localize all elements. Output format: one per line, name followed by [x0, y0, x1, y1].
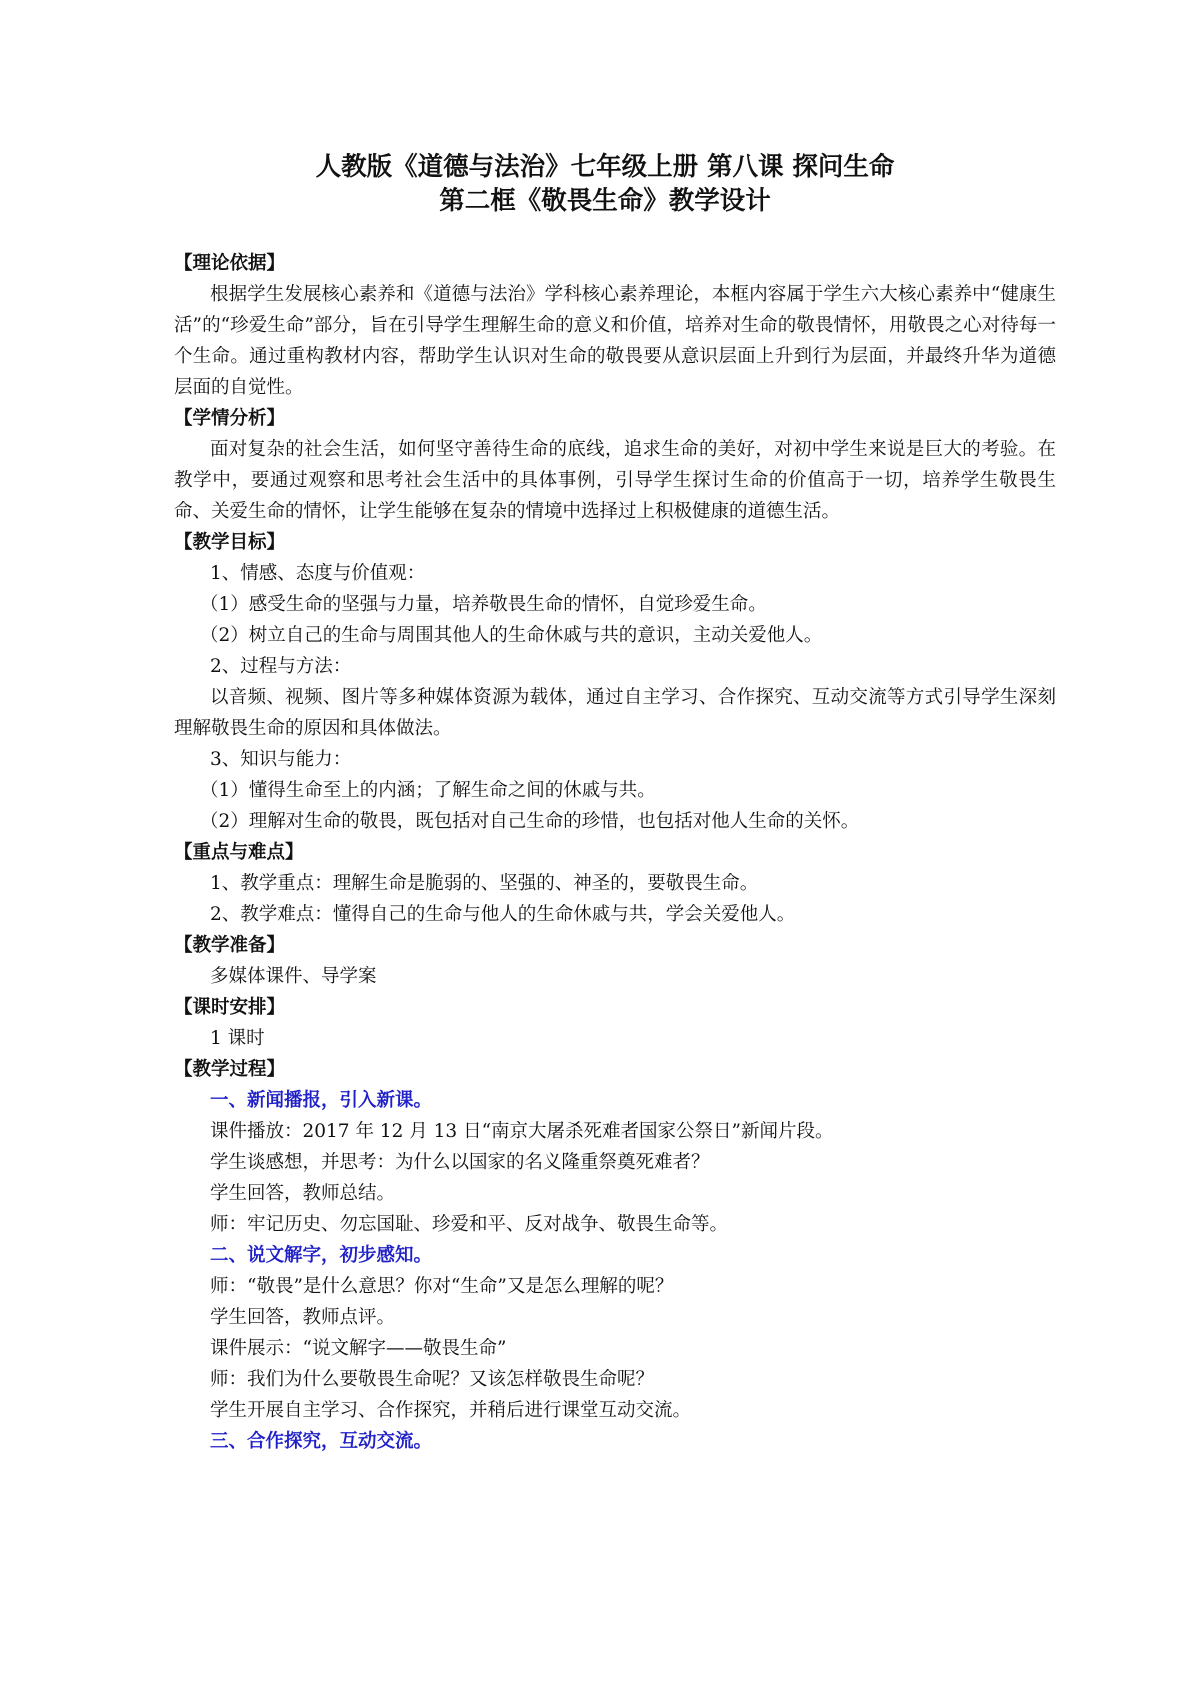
process-line-3: 学生回答，教师总结。	[210, 1183, 396, 1204]
section-heading-goals: 【教学目标】	[174, 532, 286, 553]
document-body	[174, 248, 1056, 1457]
goal-item-2: 2、过程与方法：	[210, 656, 352, 677]
process-line-7: 课件展示：“说文解字——敬畏生命”	[210, 1338, 507, 1359]
schedule-text: 1 课时	[210, 1028, 265, 1049]
process-step-2: 二、说文解字，初步感知。	[210, 1245, 433, 1266]
goal-item-1: 1、情感、态度与价值观：	[210, 563, 426, 584]
title-line-1: 人教版《道德与法治》七年级上册 第八课 探问生命	[315, 152, 895, 182]
section-heading-analysis: 【学情分析】	[174, 408, 286, 429]
goal-paragraph-2: 以音频、视频、图片等多种媒体资源为载体，通过自主学习、合作探究、互动交流等方式引导学生深刻理解敬畏生命的原因和具体做法。	[174, 687, 1056, 739]
prep-text: 多媒体课件、导学案	[210, 966, 377, 987]
process-line-8: 师：我们为什么要敬畏生命呢？又该怎样敬畏生命呢？	[210, 1369, 655, 1390]
process-line-2: 学生谈感想，并思考：为什么以国家的名义隆重祭奠死难者？	[210, 1152, 710, 1173]
title-line-2: 第二框《敬畏生命》教学设计	[439, 186, 771, 216]
section-heading-theory: 【理论依据】	[174, 253, 286, 274]
keypoint-item-2: 2、教学难点：懂得自己的生命与他人的生命休戚与共，学会关爱他人。	[210, 904, 796, 925]
process-step-1: 一、新闻播报，引入新课。	[210, 1090, 433, 1111]
process-line-4: 师：牢记历史、勿忘国耻、珍爱和平、反对战争、敬畏生命等。	[210, 1214, 729, 1235]
goal-item-3: 3、知识与能力：	[210, 749, 352, 770]
goal-subitem-1a: （1）感受生命的坚强与力量，培养敬畏生命的情怀，自觉珍爱生命。	[200, 594, 767, 615]
section-heading-keypoints: 【重点与难点】	[174, 842, 304, 863]
section-heading-process: 【教学过程】	[174, 1059, 286, 1080]
process-line-9: 学生开展自主学习、合作探究，并稍后进行课堂互动交流。	[210, 1400, 692, 1421]
process-step-3: 三、合作探究，互动交流。	[210, 1431, 433, 1452]
section-heading-prep: 【教学准备】	[174, 935, 286, 956]
goal-subitem-3b: （2）理解对生命的敬畏，既包括对自己生命的珍惜，也包括对他人生命的关怀。	[200, 811, 860, 832]
paragraph-analysis: 面对复杂的社会生活，如何坚守善待生命的底线，追求生命的美好，对初中学生来说是巨大的考验。在教学中，要通过观察和思考社会生活中的具体事例，引导学生探讨生命的价值高于一切，培养学生敬畏生命、关爱生命的情怀，让学生能够在复杂的情境中选择过上积极健康的道德生活。	[174, 439, 1056, 522]
goal-subitem-1b: （2）树立自己的生命与周围其他人的生命休戚与共的意识，主动关爱他人。	[200, 625, 823, 646]
process-line-5: 师：“敬畏”是什么意思？你对“生命”又是怎么理解的呢？	[210, 1276, 674, 1297]
process-line-1: 课件播放：2017 年 12 月 13 日“南京大屠杀死难者国家公祭日”新闻片段。	[210, 1121, 834, 1142]
paragraph-theory: 根据学生发展核心素养和《道德与法治》学科核心素养理论，本框内容属于学生六大核心素养中“健康生活”的“珍爱生命”部分，旨在引导学生理解生命的意义和价值，培养对生命的敬畏情怀，用敬畏之心对待每一个生命。通过重构教材内容，帮助学生认识对生命的敬畏要从意识层面上升到行为层面，并最终升华为道德层面的自觉性。	[174, 284, 1056, 398]
document-title	[154, 150, 1056, 218]
keypoint-item-1: 1、教学重点：理解生命是脆弱的、坚强的、神圣的，要敬畏生命。	[210, 873, 759, 894]
process-line-6: 学生回答，教师点评。	[210, 1307, 396, 1328]
section-heading-schedule: 【课时安排】	[174, 997, 286, 1018]
goal-subitem-3a: （1）懂得生命至上的内涵；了解生命之间的休戚与共。	[200, 780, 656, 801]
